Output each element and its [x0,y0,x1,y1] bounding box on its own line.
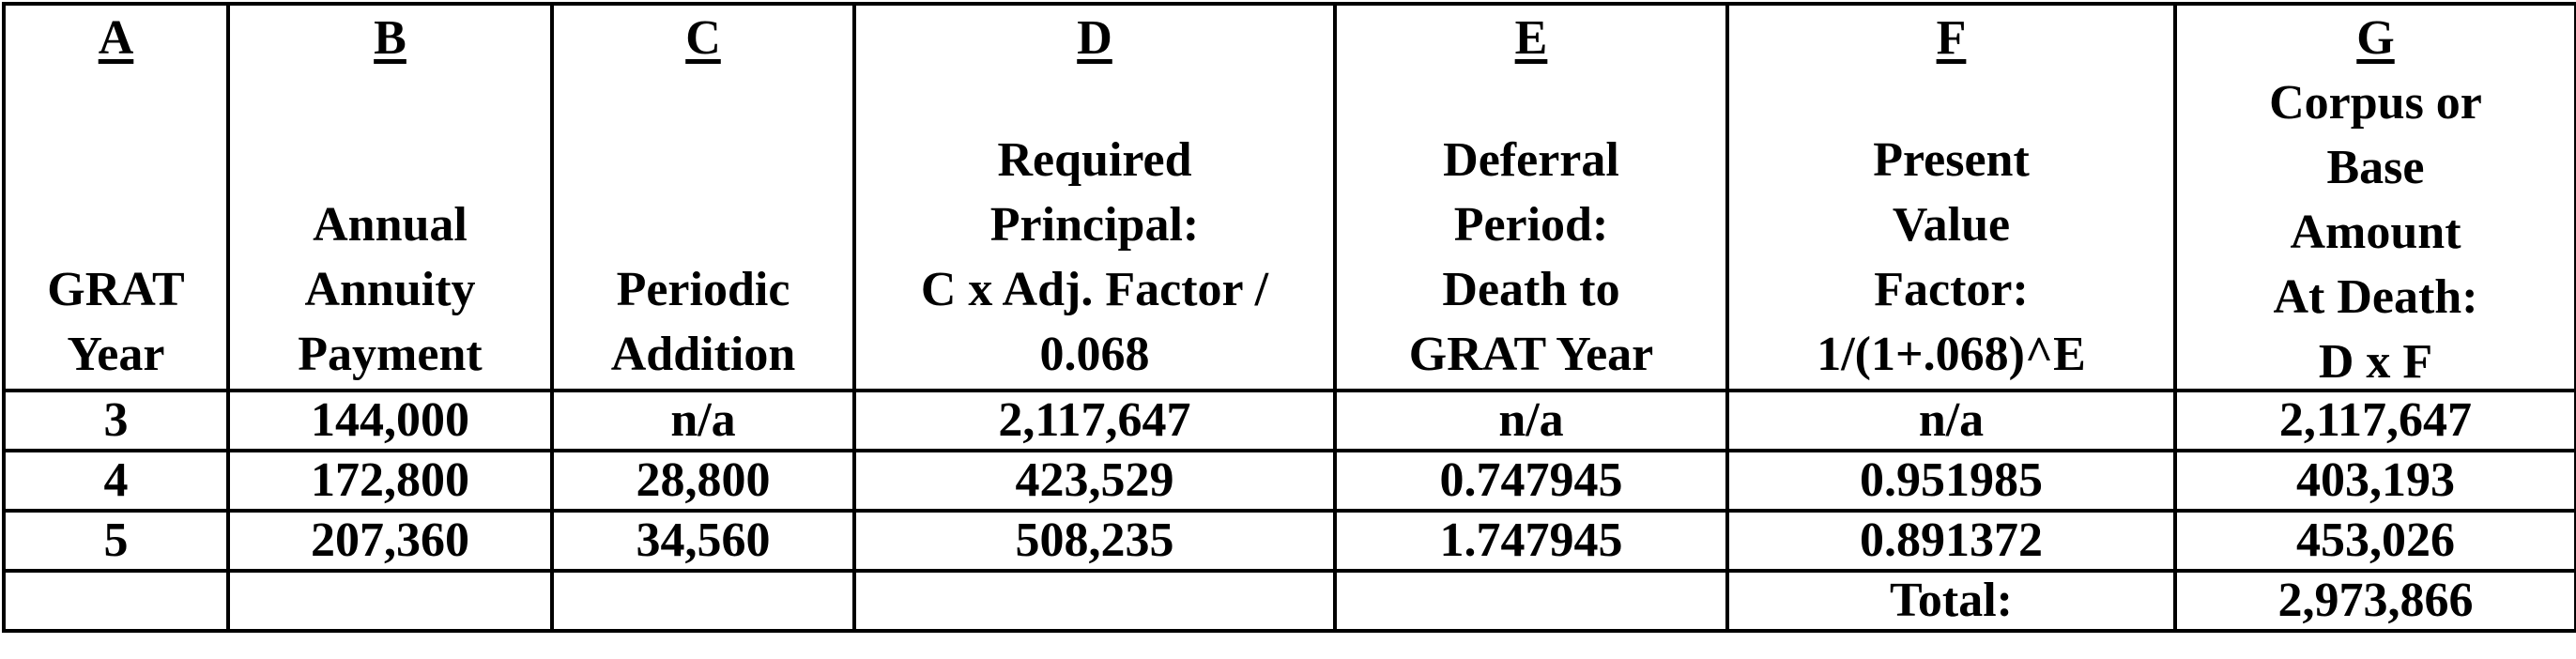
col-letter-g: G [2356,11,2395,65]
col-letter-e: E [1514,11,1548,65]
col-letter-f: F [1936,11,1967,65]
col-letter-c: C [685,11,721,65]
table-row [4,451,2576,511]
cell-deferral-period: n/a [1335,391,1727,451]
cell-deferral-period: 0.747945 [1335,451,1727,511]
cell-grat-year: 4 [4,451,228,511]
header-text-b: Annual Annuity Payment [298,198,483,381]
cell-periodic-addition: 28,800 [552,451,854,511]
cell-corpus-at-death: 2,117,647 [2175,391,2576,451]
cell-annual-payment: 172,800 [228,451,552,511]
empty-cell [1335,571,1727,631]
header-col-e [1335,4,1727,391]
cell-periodic-addition: 34,560 [552,511,854,571]
header-row [4,4,2576,391]
header-col-c [552,4,854,391]
header-col-d [854,4,1335,391]
empty-cell [552,571,854,631]
header-text-a: GRAT Year [47,263,185,381]
cell-annual-payment: 207,360 [228,511,552,571]
cell-required-principal: 2,117,647 [854,391,1335,451]
cell-present-value-factor: 0.891372 [1727,511,2175,571]
cell-grat-year: 5 [4,511,228,571]
col-letter-a: A [98,11,134,65]
total-row [4,571,2576,631]
col-letter-d: D [1077,11,1112,65]
header-text-e: Deferral Period: Death to GRAT Year [1408,133,1654,381]
header-text-f: Present Value Factor: 1/(1+.068)^E [1817,133,2086,381]
header-text-d: Required Principal: C x Adj. Factor / 0.068 [920,133,1269,381]
header-col-b [228,4,552,391]
header-text-c: Periodic Addition [610,263,796,381]
empty-cell [4,571,228,631]
header-col-f [1727,4,2175,391]
table-row [4,511,2576,571]
header-col-a [4,4,228,391]
col-letter-b: B [374,11,406,65]
table-row [4,391,2576,451]
cell-periodic-addition: n/a [552,391,854,451]
cell-grat-year: 3 [4,391,228,451]
cell-deferral-period: 1.747945 [1335,511,1727,571]
cell-required-principal: 423,529 [854,451,1335,511]
empty-cell [228,571,552,631]
total-value: 2,973,866 [2175,571,2576,631]
header-text-g: Corpus or Base Amount At Death: D x F [2269,76,2482,389]
cell-corpus-at-death: 453,026 [2175,511,2576,571]
cell-corpus-at-death: 403,193 [2175,451,2576,511]
header-col-g [2175,4,2576,391]
total-label: Total: [1727,571,2175,631]
cell-required-principal: 508,235 [854,511,1335,571]
cell-present-value-factor: 0.951985 [1727,451,2175,511]
grat-table [2,2,2576,633]
cell-present-value-factor: n/a [1727,391,2175,451]
empty-cell [854,571,1335,631]
cell-annual-payment: 144,000 [228,391,552,451]
